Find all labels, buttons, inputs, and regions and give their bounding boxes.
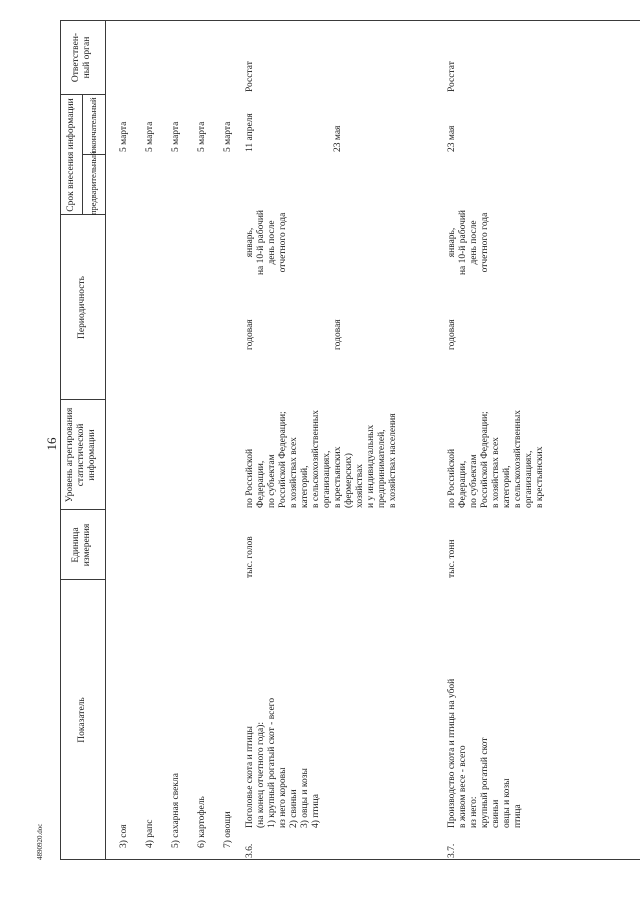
row-livestock-responsible: Росстат bbox=[245, 61, 255, 92]
row-slaughter-final: 23 мая bbox=[447, 125, 457, 152]
footer-document-code: 4890920.doc bbox=[36, 823, 44, 860]
header-unit: Единица измерения bbox=[71, 523, 92, 567]
row-slaughter-number: 3.7. bbox=[447, 843, 457, 858]
header-final: окончательный bbox=[88, 97, 98, 153]
table-top-border bbox=[60, 20, 61, 860]
subheader-rule bbox=[82, 95, 83, 215]
row-slaughter-periodicity: годовая bbox=[447, 319, 457, 350]
row-slaughter-unit: тыс. тонн bbox=[447, 539, 457, 578]
header-periodicity: Периодичность bbox=[77, 276, 87, 339]
row-soy-indicator: 3) соя bbox=[119, 824, 129, 848]
header-preliminary: предварительный bbox=[88, 151, 98, 215]
header-bottom-rule bbox=[105, 20, 106, 860]
row-potato-final: 5 марта bbox=[197, 121, 207, 152]
row-rapeseed-indicator: 4) рапс bbox=[145, 819, 155, 848]
row-livestock-periodicity: годовая годовая bbox=[245, 319, 343, 350]
row-vegetables-final: 5 марта bbox=[223, 121, 233, 152]
row-sugar-beet-indicator: 5) сахарная свекла bbox=[171, 773, 181, 848]
row-livestock-unit: тыс. голов bbox=[245, 536, 255, 578]
page-number: 16 bbox=[44, 437, 59, 451]
header-aggregation: Уровень агрегирования статистической информации bbox=[65, 407, 97, 503]
row-livestock-aggregation: по Российской Федерации, по субъектам Российской Федерации; в хозяйствах всех категорий, в сельскохозяйственных организациях, в крестьянских (фермерских) хозяйствах и у индивидуальных предпринимателей, в хозяйствах населения bbox=[245, 409, 398, 508]
row-vegetables-indicator: 7) овощи bbox=[223, 811, 233, 848]
header-indicator: Показатель bbox=[77, 697, 87, 743]
row-slaughter-responsible: Росстат bbox=[447, 61, 457, 92]
header-responsible: Ответствен- ный орган bbox=[71, 32, 92, 83]
row-rapeseed-final: 5 марта bbox=[145, 121, 155, 152]
row-slaughter-indicator: Производство скота и птицы на убой в живом весе - всего из него: крупный рогатый скот свиньи овцы и козы птица bbox=[447, 678, 523, 828]
table-left-border bbox=[60, 859, 640, 860]
row-livestock-preliminary: январь, на 10-й рабочий день после отчетного года bbox=[245, 209, 288, 276]
row-sugar-beet-final: 5 марта bbox=[171, 121, 181, 152]
row-livestock-final: 11 апреля 23 мая bbox=[245, 113, 343, 152]
row-slaughter-preliminary: январь, на 10-й рабочий день после отчетного года bbox=[447, 209, 490, 276]
statistics-table bbox=[60, 20, 640, 860]
row-potato-indicator: 6) картофель bbox=[197, 796, 207, 848]
row-soy-final: 5 марта bbox=[119, 121, 129, 152]
row-slaughter-aggregation: по Российской Федерации, по субъектам Российской Федерации; в хозяйствах всех категорий, в сельскохозяйственных организациях, в крестьянских bbox=[447, 409, 545, 508]
row-livestock-number: 3.6. bbox=[245, 843, 255, 858]
header-deadline-group: Срок внесения информации bbox=[66, 98, 76, 212]
table-right-border bbox=[60, 20, 640, 21]
row-livestock-indicator: Поголовье скота и птицы (на конец отчетного года): 1) крупный рогатый скот - всего из него коровы 2) свиньи 3) овцы и козы 4) птица bbox=[245, 697, 321, 828]
